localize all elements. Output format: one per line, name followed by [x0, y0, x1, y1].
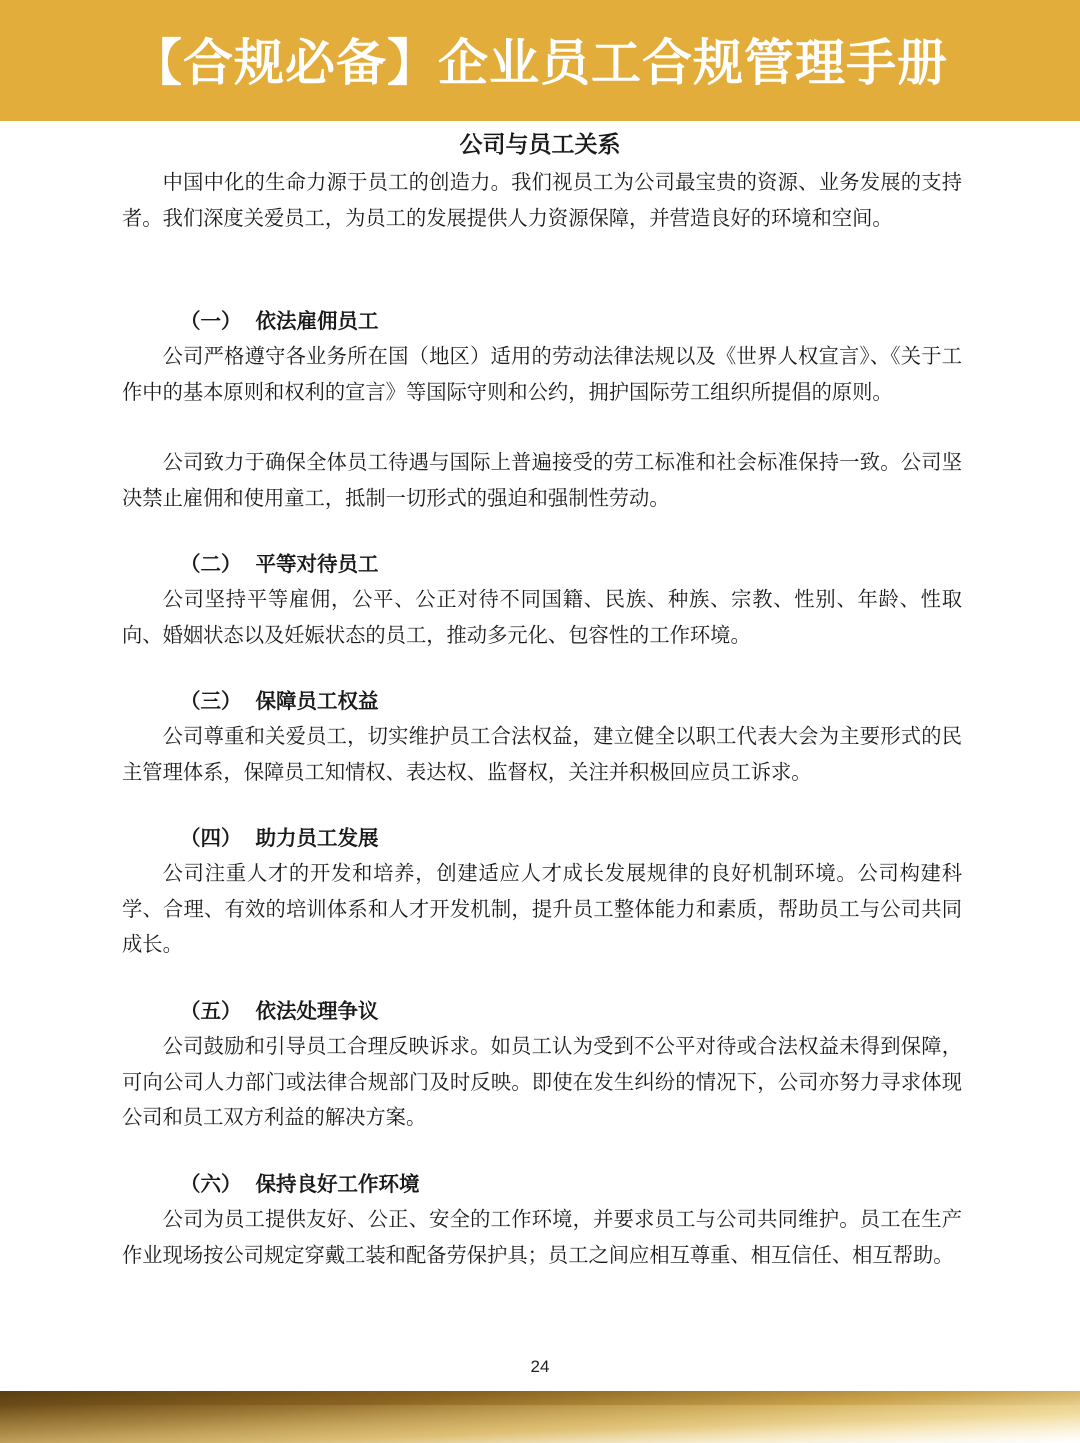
- section-title: 保持良好工作环境: [255, 1172, 420, 1196]
- section-number: （三）: [180, 689, 242, 713]
- section-heading-1: [180, 304, 379, 339]
- section-number: （一）: [180, 309, 242, 333]
- section-3-paragraph-1: 公司尊重和关爱员工，切实维护员工合法权益，建立健全以职工代表大会为主要形式的民主管理体系，保障员工知情权、表达权、监督权，关注并积极回应员工诉求。: [122, 724, 962, 784]
- section-4-paragraph-1: 公司注重人才的开发和培养，创建适应人才成长发展规律的良好机制环境。公司构建科学、合理、有效的培训体系和人才开发机制，提升员工整体能力和素质，帮助员工与公司共同成长。: [122, 861, 962, 956]
- section-title: 依法处理争议: [255, 999, 379, 1023]
- section-heading-2: [180, 547, 379, 582]
- section-number: （二）: [180, 552, 242, 576]
- intro-paragraph: 中国中化的生命力源于员工的创造力。我们视员工为公司最宝贵的资源、业务发展的支持者。我们深度关爱员工，为员工的发展提供人力资源保障，并营造良好的环境和空间。: [122, 170, 962, 230]
- section-heading-6: [180, 1167, 420, 1202]
- header-banner: [0, 0, 1080, 121]
- footer-decoration-overlay: [0, 1405, 1080, 1443]
- section-number: （六）: [180, 1172, 242, 1196]
- section-title: 平等对待员工: [255, 552, 379, 576]
- section-heading-4: [180, 821, 379, 856]
- document-title: 【合规必备】企业员工合规管理手册: [132, 33, 948, 92]
- section-1-paragraph-1: 公司严格遵守各业务所在国（地区）适用的劳动法律法规以及《世界人权宣言》、《关于工作中的基本原则和权利的宣言》等国际守则和公约，拥护国际劳工组织所提倡的原则。: [122, 344, 962, 404]
- section-number: （四）: [180, 826, 242, 850]
- section-heading-5: [180, 994, 379, 1029]
- section-title: 助力员工发展: [255, 826, 379, 850]
- page-number: 24: [530, 1357, 550, 1376]
- section-title: 保障员工权益: [255, 689, 379, 713]
- section-1-paragraph-2: 公司致力于确保全体员工待遇与国际上普遍接受的劳工标准和社会标准保持一致。公司坚决禁止雇佣和使用童工，抵制一切形式的强迫和强制性劳动。: [122, 450, 962, 510]
- page-title: 公司与员工关系: [459, 132, 621, 158]
- section-6-paragraph-1: 公司为员工提供友好、公正、安全的工作环境，并要求员工与公司共同维护。员工在生产作业现场按公司规定穿戴工装和配备劳保护具；员工之间应相互尊重、相互信任、相互帮助。: [122, 1207, 962, 1267]
- section-number: （五）: [180, 999, 242, 1023]
- section-5-paragraph-1: 公司鼓励和引导员工合理反映诉求。如员工认为受到不公平对待或合法权益未得到保障，可向公司人力部门或法律合规部门及时反映。即使在发生纠纷的情况下，公司亦努力寻求体现公司和员工双方利益的解决方案。: [122, 1034, 962, 1129]
- section-title: 依法雇佣员工: [255, 309, 379, 333]
- section-heading-3: [180, 684, 379, 719]
- section-2-paragraph-1: 公司坚持平等雇佣，公平、公正对待不同国籍、民族、种族、宗教、性别、年龄、性取向、婚姻状态以及妊娠状态的员工，推动多元化、包容性的工作环境。: [122, 587, 962, 647]
